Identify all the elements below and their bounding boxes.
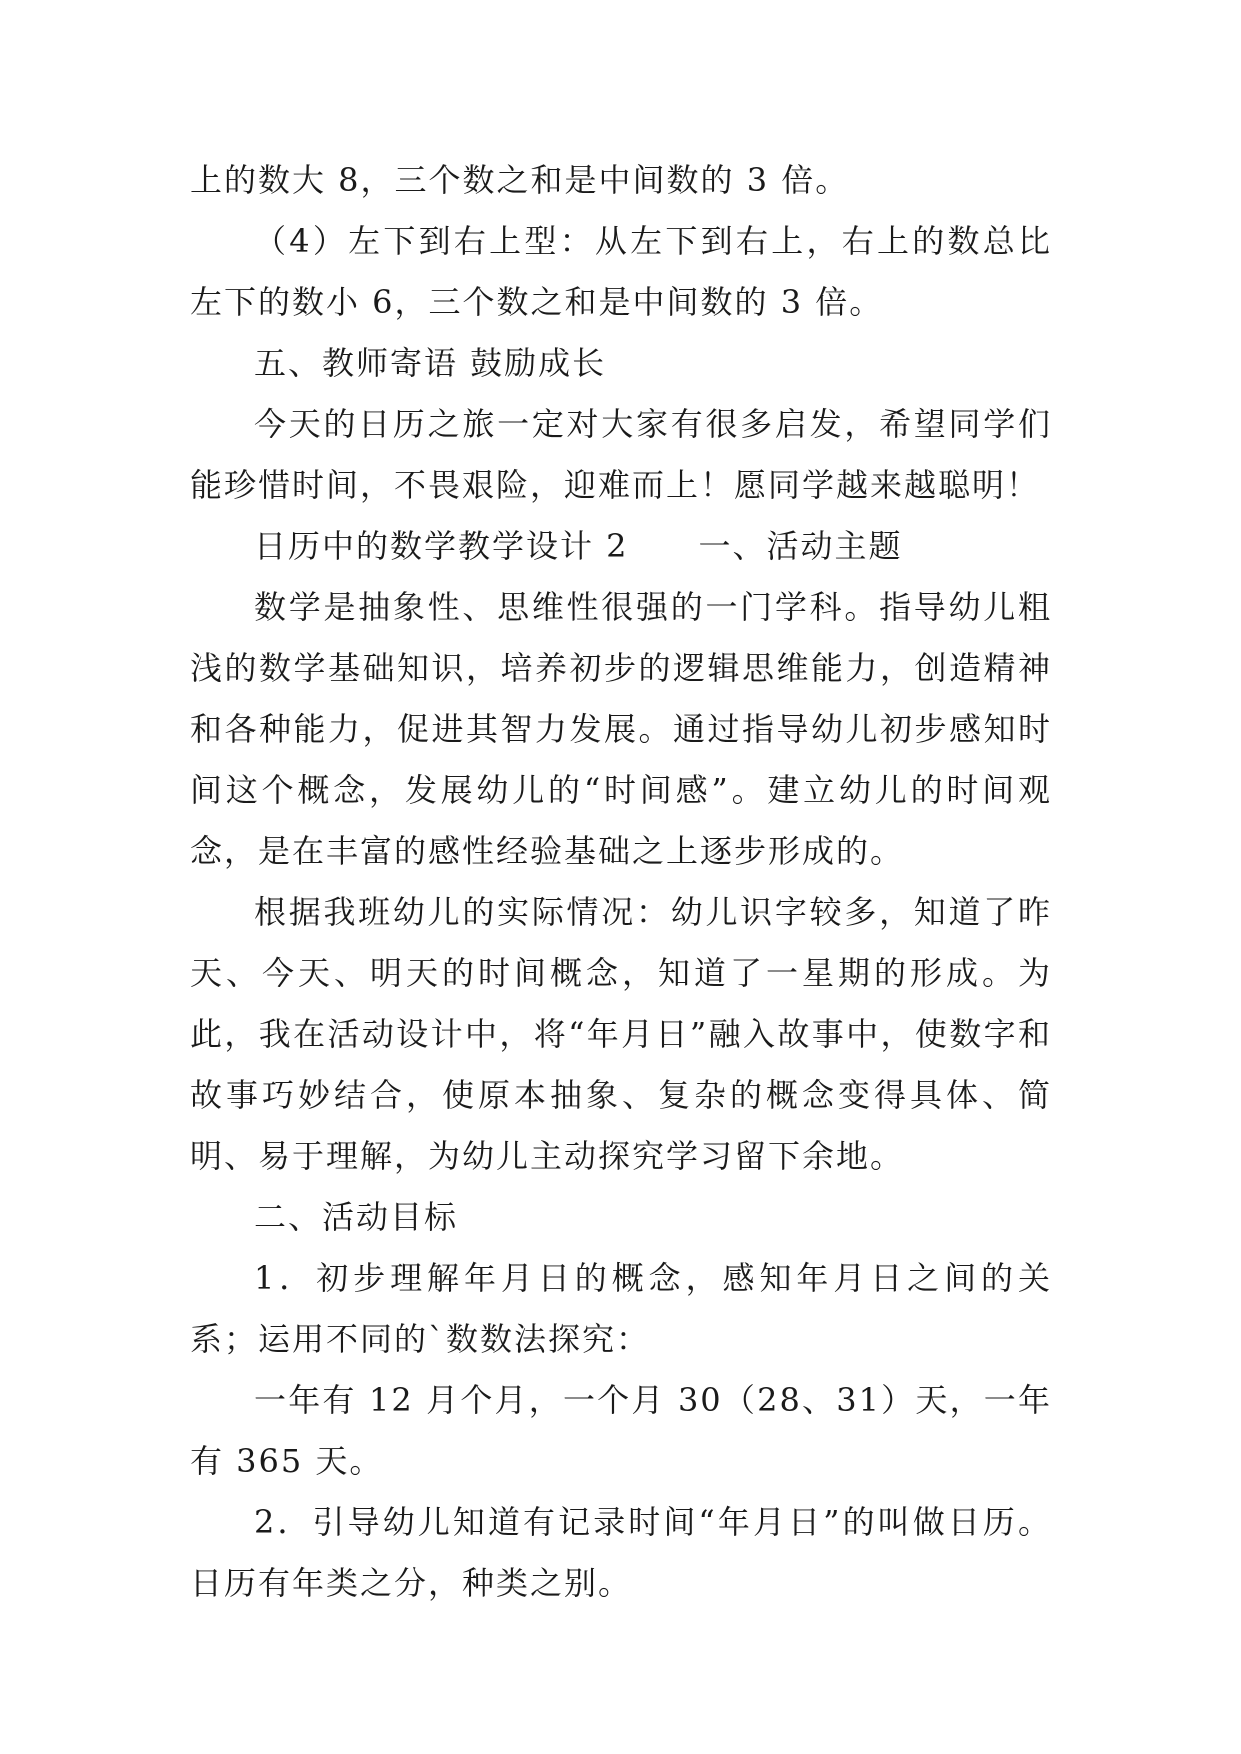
paragraph-item-4: （4）左下到右上型：从左下到右上，右上的数总比左下的数小 6，三个数之和是中间数的 3 倍。 [190,222,1052,321]
goal-item-2: 2．引导幼儿知道有记录时间“年月日”的叫做日历。日历有年类之分，种类之别。 [190,1503,1052,1602]
paragraph-class-situation: 根据我班幼儿的实际情况：幼儿识字较多，知道了昨天、今天、明天的时间概念，知道了一星期的形成。为此，我在活动设计中，将“年月日”融入故事中，使数字和故事巧妙结合，使原本抽象、复杂的概念变得具体、简明、易于理解，为幼儿主动探究学习留下余地。 [190,893,1052,1175]
paragraph-teacher-message: 今天的日历之旅一定对大家有很多启发，希望同学们能珍惜时间，不畏艰险，迎难而上！愿同学越来越聪明！ [190,405,1052,504]
design-title: 日历中的数学教学设计 2 [254,527,629,565]
paragraph-continuation: 上的数大 8，三个数之和是中间数的 3 倍。 [190,161,850,199]
document-body [190,150,1052,1614]
goal-item-1: 1．初步理解年月日的概念，感知年月日之间的关系；运用不同的`数数法探究： [190,1259,1052,1358]
paragraph-activity-theme: 数学是抽象性、思维性很强的一门学科。指导幼儿粗浅的数学基础知识，培养初步的逻辑思维能力，创造精神和各种能力，促进其智力发展。通过指导幼儿初步感知时间这个概念，发展幼儿的“时间感”。建立幼儿的时间观念，是在丰富的感性经验基础之上逐步形成的。 [190,588,1052,870]
section-heading-activity-goals: 二、活动目标 [254,1198,459,1236]
design-title-line [190,516,1052,577]
goal-item-1-detail: 一年有 12 月个月，一个月 30（28、31）天，一年有 365 天。 [190,1381,1052,1480]
section-heading-activity-theme: 一、活动主题 [698,527,903,565]
section-heading-teacher-message: 五、教师寄语 鼓励成长 [254,344,607,382]
